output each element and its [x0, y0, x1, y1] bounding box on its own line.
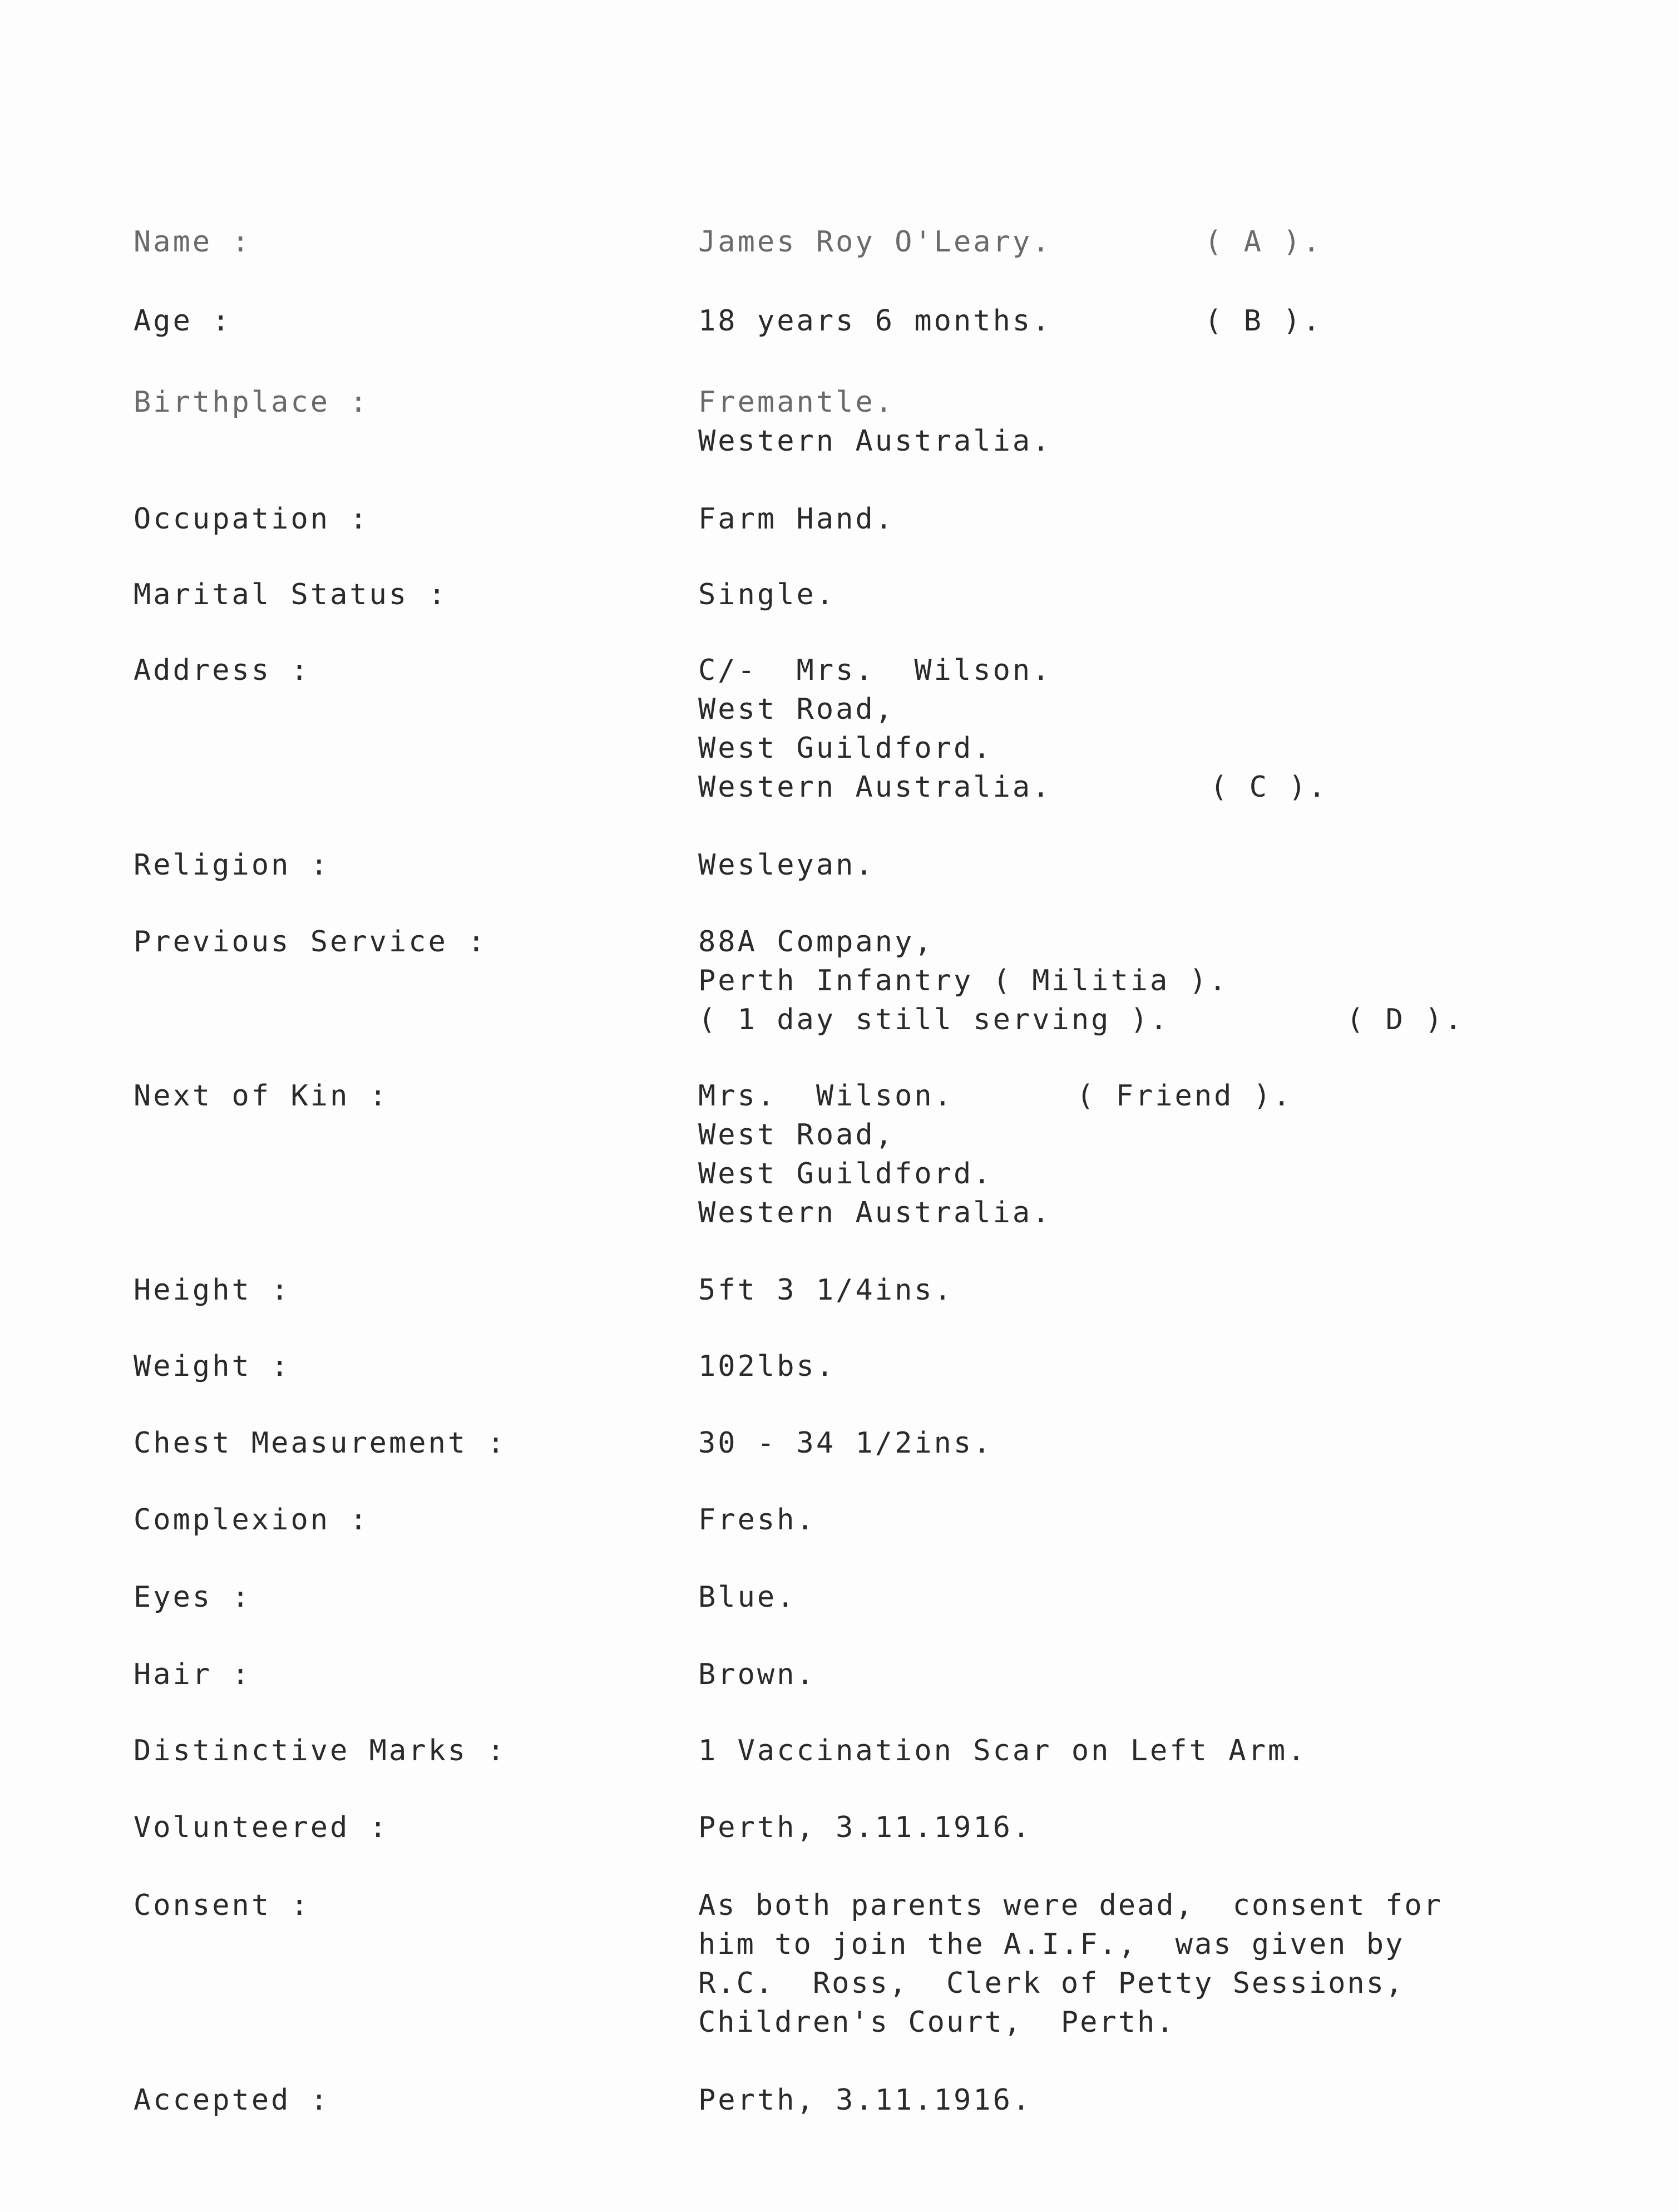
volunteered-value: Perth, 3.11.1916.	[698, 1811, 1033, 1844]
address-line: West Guildford.	[698, 732, 993, 765]
occupation-value: Farm Hand.	[698, 502, 895, 536]
previous-service-tag: ( D ).	[1346, 1003, 1464, 1036]
chest-measurement-label: Chest Measurement :	[134, 1426, 507, 1460]
chest-measurement-value: 30 - 34 1/2ins.	[698, 1426, 993, 1460]
next-of-kin-line: West Road,	[698, 1118, 895, 1152]
consent-label: Consent :	[134, 1889, 310, 1922]
height-value: 5ft 3 1/4ins.	[698, 1273, 954, 1307]
birthplace-line: Western Australia.	[698, 424, 1052, 458]
address-line: West Road,	[698, 693, 895, 726]
previous-service-line: ( 1 day still serving ).	[698, 1003, 1170, 1036]
religion-value: Wesleyan.	[698, 848, 875, 882]
birthplace-line: Fremantle.	[698, 386, 895, 419]
age-value: 18 years 6 months.	[698, 304, 1052, 338]
next-of-kin-line: Mrs. Wilson.	[698, 1079, 954, 1113]
distinctive-marks-value: 1 Vaccination Scar on Left Arm.	[698, 1734, 1307, 1767]
age-tag: ( B ).	[1204, 304, 1322, 338]
address-value	[698, 651, 1622, 807]
volunteered-label: Volunteered :	[134, 1811, 389, 1844]
marital-status-label: Marital Status :	[134, 578, 448, 611]
next-of-kin-tag: ( Friend ).	[1076, 1079, 1293, 1113]
address-line: Western Australia.	[698, 771, 1052, 804]
age-label: Age :	[134, 304, 232, 338]
religion-label: Religion :	[134, 848, 330, 882]
occupation-label: Occupation :	[134, 502, 369, 536]
address-line: C/- Mrs. Wilson.	[698, 654, 1052, 687]
consent-line: him to join the A.I.F., was given by	[698, 1928, 1405, 1961]
name-label: Name :	[134, 225, 251, 259]
previous-service-value	[698, 922, 1622, 1039]
name-tag: ( A ).	[1204, 225, 1322, 259]
hair-value: Brown.	[698, 1658, 816, 1691]
consent-line: Children's Court, Perth.	[698, 2006, 1176, 2039]
eyes-value: Blue.	[698, 1581, 797, 1614]
marital-status-value: Single.	[698, 578, 836, 611]
name-value: James Roy O'Leary.	[698, 225, 1052, 259]
accepted-label: Accepted :	[134, 2083, 330, 2117]
birthplace-value	[698, 383, 1622, 461]
address-label: Address :	[134, 654, 310, 687]
complexion-label: Complexion :	[134, 1503, 369, 1537]
address-tag: ( C ).	[1210, 771, 1328, 804]
previous-service-line: 88A Company,	[698, 925, 934, 959]
weight-label: Weight :	[134, 1350, 291, 1383]
consent-line: As both parents were dead, consent for	[698, 1889, 1443, 1922]
next-of-kin-line: Western Australia.	[698, 1196, 1052, 1230]
hair-label: Hair :	[134, 1658, 251, 1691]
previous-service-line: Perth Infantry ( Militia ).	[698, 964, 1229, 998]
consent-value	[698, 1886, 1622, 2042]
distinctive-marks-label: Distinctive Marks :	[134, 1734, 507, 1767]
consent-line: R.C. Ross, Clerk of Petty Sessions,	[698, 1967, 1405, 2000]
eyes-label: Eyes :	[134, 1581, 251, 1614]
birthplace-label: Birthplace :	[134, 386, 369, 419]
complexion-value: Fresh.	[698, 1503, 816, 1537]
next-of-kin-line: West Guildford.	[698, 1157, 993, 1191]
height-label: Height :	[134, 1273, 291, 1307]
weight-value: 102lbs.	[698, 1350, 836, 1383]
next-of-kin-label: Next of Kin :	[134, 1079, 389, 1113]
previous-service-label: Previous Service :	[134, 925, 487, 959]
accepted-value: Perth, 3.11.1916.	[698, 2083, 1033, 2117]
